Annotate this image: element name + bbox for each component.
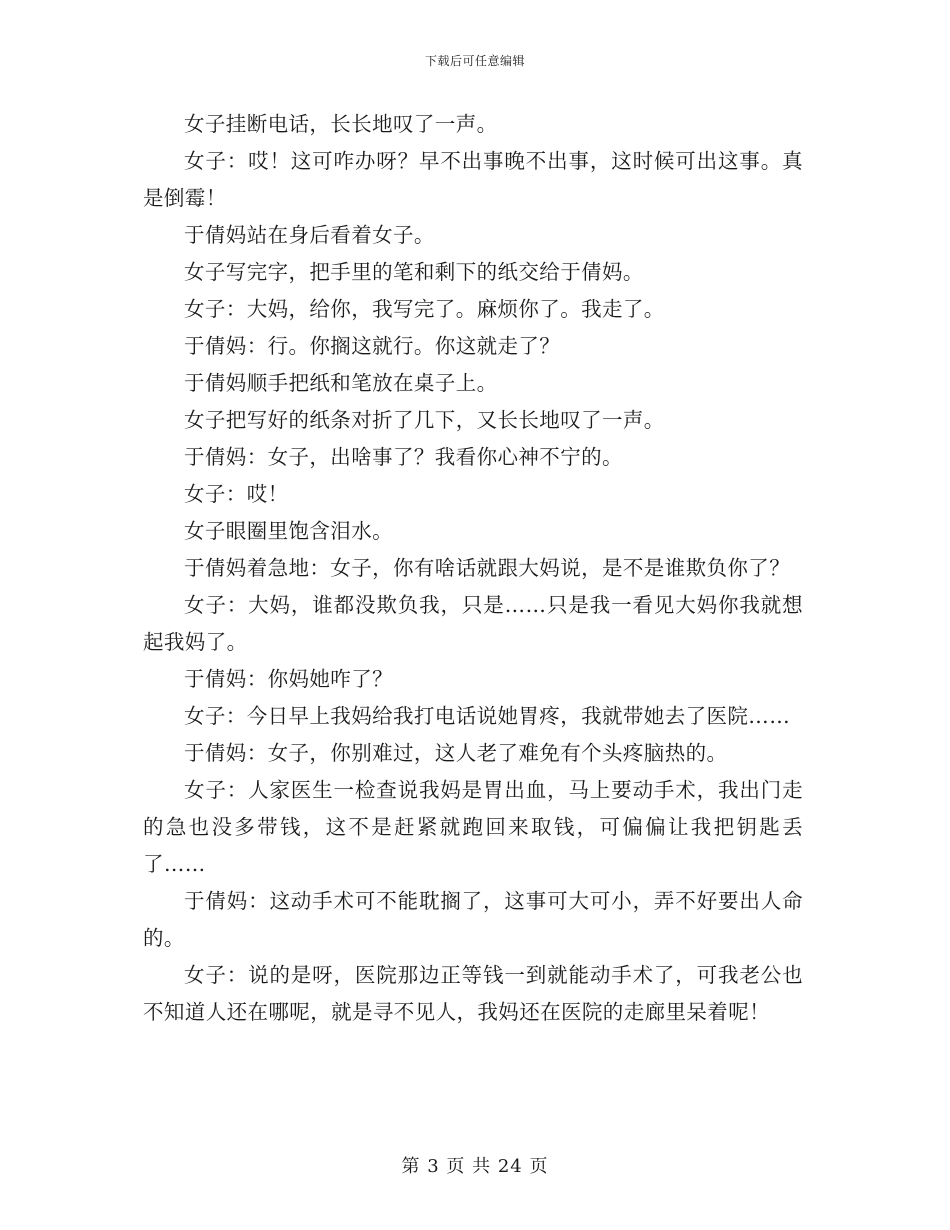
paragraph: 女子：哎！这可咋办呀？早不出事晚不出事，这时候可出这事。真是倒霉！ [143,149,803,210]
paragraph: 于倩妈：行。你搁这就行。你这就走了？ [184,334,561,358]
paragraph: 于倩妈：女子，出啥事了？我看你心神不宁的。 [184,445,623,469]
paragraph: 于倩妈着急地：女子，你有啥话就跟大妈说，是不是谁欺负你了？ [184,556,791,580]
paragraph: 女子挂断电话，长长地叹了一声。 [184,112,498,136]
page-header: 下载后可任意编辑 [424,54,525,68]
paragraph: 女子：大妈，给你，我写完了。麻烦你了。我走了。 [184,297,665,321]
paragraph: 于倩妈：这动手术可不能耽搁了，这事可大可小，弄不好要出人命的。 [143,889,803,950]
paragraph: 女子写完字，把手里的笔和剩下的纸交给于倩妈。 [184,260,644,284]
paragraph: 女子：哎！ [184,482,289,506]
paragraph: 女子把写好的纸条对折了几下，又长长地叹了一声。 [184,408,665,432]
paragraph: 女子：大妈，谁都没欺负我，只是……只是我一看见大妈你我就想起我妈了。 [143,593,803,654]
paragraph: 女子：说的是呀，医院那边正等钱一到就能动手术了，可我老公也不知道人还在哪呢，就是寻不见人，我妈还在医院的走廊里呆着呢！ [143,963,803,1024]
paragraph: 于倩妈：女子，你别难过，这人老了难免有个头疼脑热的。 [184,741,728,765]
paragraph: 于倩妈：你妈她咋了？ [184,667,393,691]
paragraph: 女子：人家医生一检查说我妈是胃出血，马上要动手术，我出门走的急也没多带钱，这不是赶紧就跑回来取钱，可偏偏让我把钥匙丢了…… [143,778,803,876]
paragraph: 于倩妈站在身后看着女子。 [184,223,435,247]
page-number-footer: 第 3 页 共 24 页 [401,1156,549,1177]
document-body [143,106,803,1031]
paragraph: 于倩妈顺手把纸和笔放在桌子上。 [184,371,498,395]
paragraph: 女子：今日早上我妈给我打电话说她胃疼，我就带她去了医院…… [184,704,791,728]
paragraph: 女子眼圈里饱含泪水。 [184,519,393,543]
